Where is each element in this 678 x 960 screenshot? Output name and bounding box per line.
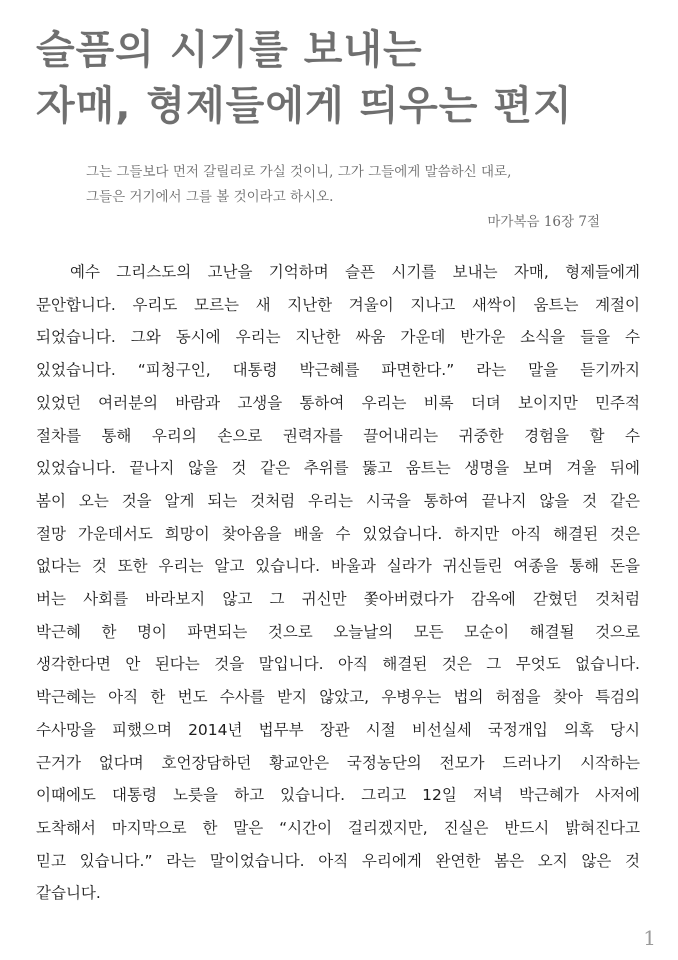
title-line-2: 자매, 형제들에게 띄우는 편지	[36, 83, 573, 129]
epigraph-line-2: 그들은 거기에서 그를 볼 것이라고 하시오.	[86, 189, 334, 205]
body-line: 수사망을 피했으며 2014년 법무부 장관 시절 비선실세 국정개입 의혹 당시	[36, 720, 640, 739]
body-line: 문안합니다. 우리도 모르는 새 지난한 겨울이 지나고 새싹이 움트는 계절이	[36, 295, 640, 314]
page-number: 1	[643, 926, 656, 950]
body-line: 있었습니다. 끝나지 않을 것 같은 추위를 뚫고 움트는 생명을 보며 겨울 뒤에	[36, 459, 640, 478]
letter-title	[36, 22, 656, 134]
body-line: 같습니다.	[36, 884, 101, 903]
body-line: 없다는 것 또한 우리는 알고 있습니다. 바울과 실라가 귀신들린 여종을 통해 돈을	[36, 557, 640, 576]
body-line: 봄이 오는 것을 알게 되는 것처럼 우리는 시국을 통하여 끝나지 않을 것 같은	[36, 491, 640, 510]
body-line: 이때에도 대통령 노릇을 하고 있습니다. 그리고 12일 저녁 박근혜가 사저에	[36, 786, 640, 805]
body-line: 믿고 있습니다.” 라는 말이었습니다. 아직 우리에게 완연한 봄은 오지 않은 것	[36, 851, 640, 870]
body-line: 절차를 통해 우리의 손으로 권력자를 끌어내리는 귀중한 경험을 할 수	[36, 426, 640, 445]
epigraph-reference: 마가복음 16장 7절	[487, 214, 600, 230]
body-line: 박근혜 한 명이 파면되는 것으로 오늘날의 모든 모순이 해결될 것으로	[36, 622, 640, 641]
title-line-1: 슬픔의 시기를 보내는	[36, 27, 423, 73]
body-line: 박근혜는 아직 한 번도 수사를 받지 않았고, 우병우는 법의 허점을 찾아 특검의	[36, 688, 640, 707]
body-line: 예수 그리스도의 고난을 기억하며 슬픈 시기를 보내는 자매, 형제들에게	[70, 263, 640, 281]
body-line: 근거가 없다며 호언장담하던 황교안은 국정농단의 전모가 드러나기 시작하는	[36, 753, 640, 772]
epigraph-line-1: 그는 그들보다 먼저 갈릴리로 가실 것이니, 그가 그들에게 말씀하신 대로,	[86, 164, 512, 180]
body-line: 생각한다면 안 된다는 것을 말입니다. 아직 해결된 것은 그 무엇도 없습니다.	[36, 655, 640, 674]
body-line: 버는 사회를 바라보지 않고 그 귀신만 쫓아버렸다가 감옥에 갇혔던 것처럼	[36, 590, 640, 609]
body-line: 절망 가운데서도 희망이 찾아옴을 배울 수 있었습니다. 하지만 아직 해결된 것은	[36, 524, 640, 543]
body-line: 있었습니다. “피청구인, 대통령 박근혜를 파면한다.” 라는 말을 듣기까지	[36, 361, 640, 380]
body-line: 있었던 여러분의 바람과 고생을 통하여 우리는 비록 더뎌 보이지만 민주적	[36, 393, 640, 412]
body-line: 도착해서 마지막으로 한 말은 “시간이 걸리겠지만, 진실은 반드시 밝혀진다고	[36, 818, 640, 837]
bible-epigraph	[86, 160, 606, 235]
letter-body	[36, 256, 640, 910]
body-line: 되었습니다. 그와 동시에 우리는 지난한 싸움 가운데 반가운 소식을 들을 수	[36, 328, 640, 347]
